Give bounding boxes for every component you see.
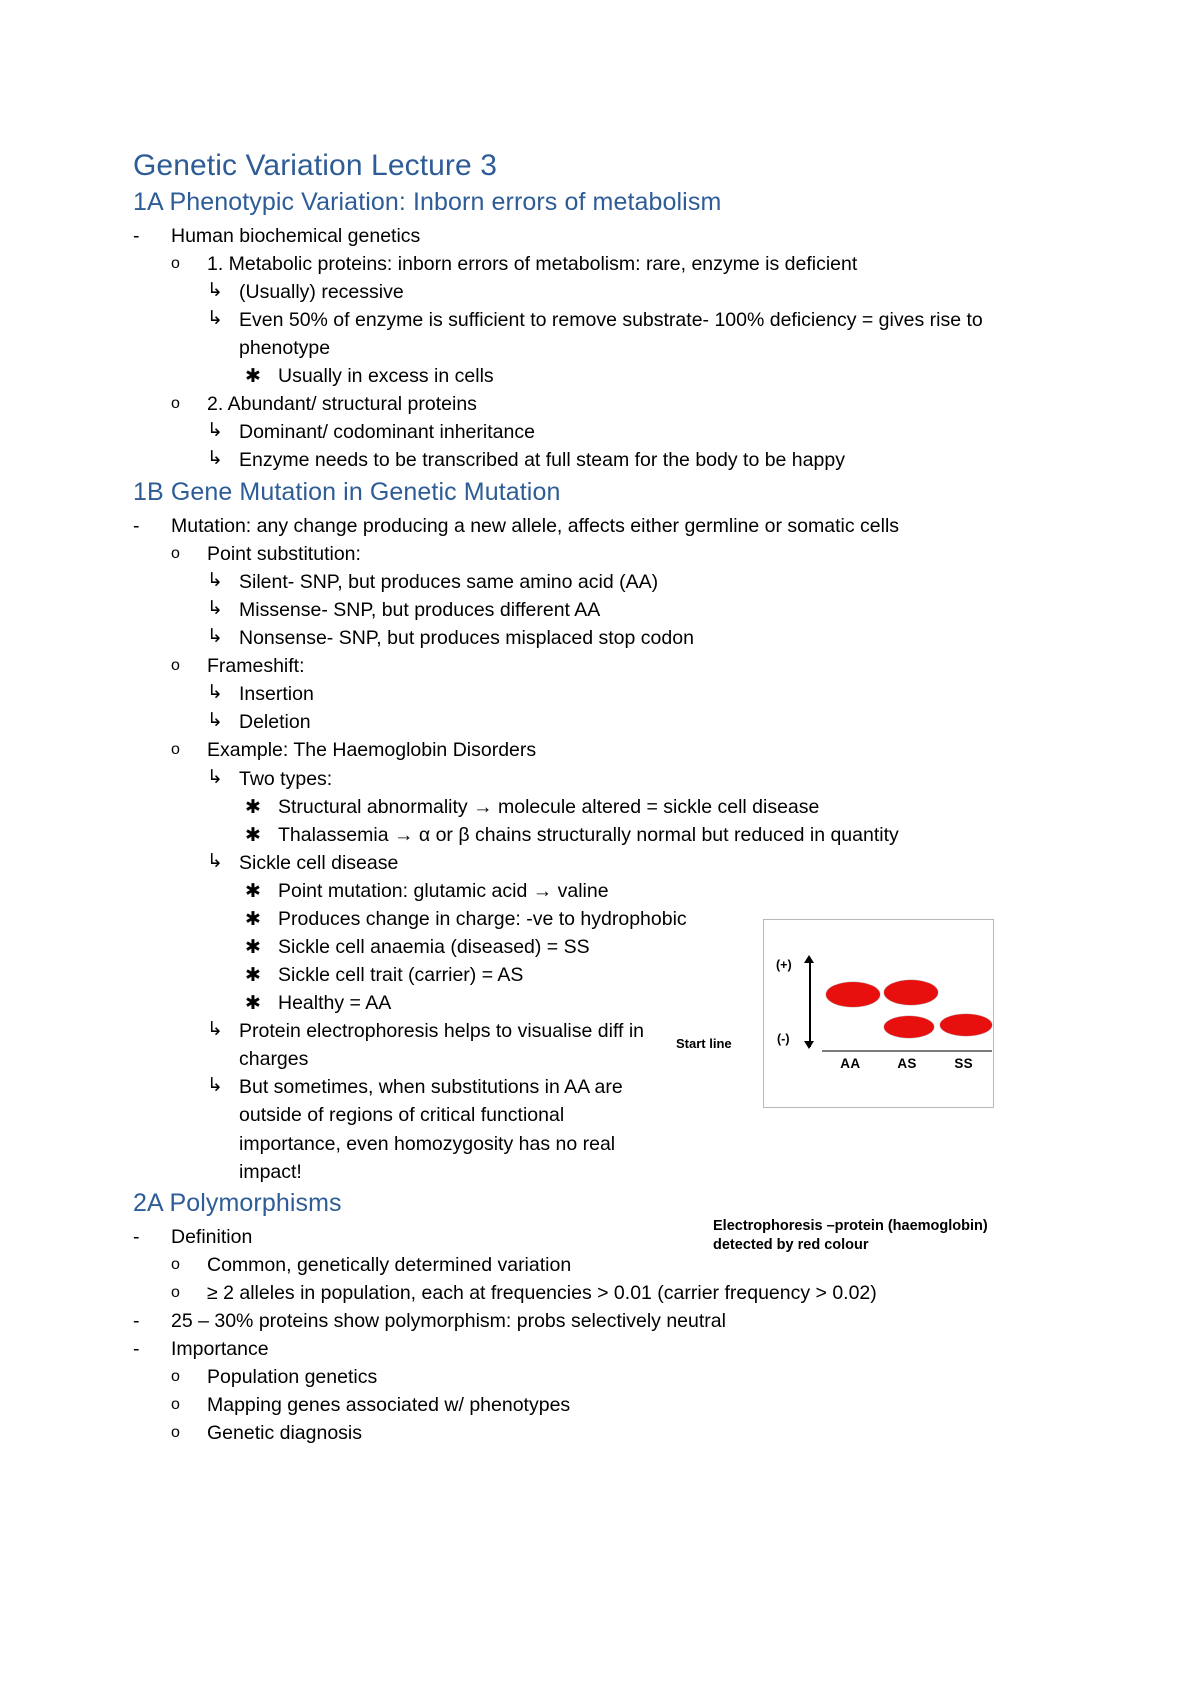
star-bullet-icon: ✱	[245, 880, 261, 902]
dash-bullet-icon: -	[133, 1310, 140, 1333]
list-item-text: Dominant/ codominant inheritance	[239, 421, 535, 444]
list-item-text: 25 – 30% proteins show polymorphism: probs selectively neutral	[171, 1310, 726, 1333]
dash-bullet-icon: -	[133, 514, 140, 537]
list-item-text: 2. Abundant/ structural proteins	[207, 393, 477, 416]
list-item	[207, 680, 1073, 708]
list-item-text: Thalassemia → α or β chains structurally normal but reduced in quantity	[278, 823, 899, 846]
star-bullet-icon: ✱	[245, 936, 261, 958]
section-heading-1b: 1B Gene Mutation in Genetic Mutation	[133, 477, 561, 506]
list-item-text: Enzyme needs to be transcribed at full steam for the body to be happy	[239, 449, 845, 472]
axis-arrow-down-icon	[804, 1041, 814, 1049]
gel-band-aa-upper	[826, 982, 880, 1007]
list-item-text: Usually in excess in cells	[278, 365, 494, 388]
axis-positive-label: (+)	[776, 958, 792, 972]
star-bullet-icon: ✱	[245, 908, 261, 930]
list-item-text: Protein electrophoresis helps to visualise diff in charges	[239, 1020, 645, 1071]
list-item	[207, 765, 1073, 793]
curved-arrow-bullet-icon: ↳	[207, 849, 223, 872]
list-item-text: Human biochemical genetics	[171, 224, 421, 247]
star-bullet-icon: ✱	[245, 993, 261, 1015]
dash-bullet-icon: -	[133, 1338, 140, 1361]
list-item	[207, 446, 1073, 474]
lane-label-as: AS	[897, 1056, 917, 1071]
list-item	[207, 418, 1073, 446]
list-item	[207, 596, 1073, 624]
list-item-text: Insertion	[239, 683, 314, 706]
start-line-label: Start line	[676, 1036, 732, 1051]
figure-caption-line2: detected by red colour	[713, 1237, 869, 1254]
list-item	[245, 877, 1073, 905]
list-item-text: Point substitution:	[207, 542, 361, 565]
list-item-text: Population genetics	[207, 1366, 378, 1389]
star-bullet-icon: ✱	[245, 796, 261, 818]
curved-arrow-bullet-icon: ↳	[207, 681, 223, 704]
list-item	[171, 736, 1073, 764]
list-item-text: Missense- SNP, but produces different AA	[239, 599, 601, 622]
list-item-text: Produces change in charge: -ve to hydrophobic	[278, 907, 687, 930]
list-item	[133, 1307, 1073, 1335]
list-item-text: ≥ 2 alleles in population, each at frequencies > 0.01 (carrier frequency > 0.02)	[207, 1282, 877, 1305]
list-item-text: Silent- SNP, but produces same amino acid (AA)	[239, 570, 659, 593]
page-title: Genetic Variation Lecture 3	[133, 149, 498, 182]
curved-arrow-bullet-icon: ↳	[207, 765, 223, 788]
curved-arrow-bullet-icon: ↳	[207, 625, 223, 648]
section-heading-2a: 2A Polymorphisms	[133, 1188, 342, 1217]
list-item	[245, 821, 1073, 849]
section-heading-1a: 1A Phenotypic Variation: Inborn errors of metabolism	[133, 187, 722, 216]
curved-arrow-bullet-icon: ↳	[207, 709, 223, 732]
gel-diagram	[764, 920, 993, 1107]
list-item-text: Frameshift:	[207, 655, 305, 678]
curved-arrow-bullet-icon: ↳	[207, 597, 223, 620]
gel-band-as-lower	[884, 1016, 934, 1038]
star-bullet-icon: ✱	[245, 965, 261, 987]
gel-start-line	[822, 1050, 992, 1052]
circle-bullet-icon: o	[171, 544, 180, 562]
list-item-text: Deletion	[239, 711, 311, 734]
lane-label-ss: SS	[954, 1056, 973, 1071]
list-item	[207, 278, 1073, 306]
circle-bullet-icon: o	[171, 1368, 180, 1386]
polarity-axis-line	[809, 962, 811, 1047]
list-item-text: Sickle cell disease	[239, 851, 399, 874]
figure-caption-line1: Electrophoresis –protein (haemoglobin)	[713, 1218, 988, 1234]
dash-bullet-icon: -	[133, 1225, 140, 1248]
list-item-text: Structural abnormality → molecule altered = sickle cell disease	[278, 795, 820, 818]
list-item-text: Sickle cell anaemia (diseased) = SS	[278, 935, 590, 958]
list-item	[207, 624, 1073, 652]
gel-lane-labels	[822, 1056, 992, 1071]
list-item	[171, 1391, 1073, 1419]
list-item	[207, 849, 1073, 877]
list-item	[171, 1419, 1073, 1447]
list-item	[171, 1363, 1073, 1391]
star-bullet-icon: ✱	[245, 366, 261, 388]
list-item	[171, 1279, 1073, 1307]
star-bullet-icon: ✱	[245, 824, 261, 846]
list-item-text: Nonsense- SNP, but produces misplaced stop codon	[239, 627, 694, 650]
curved-arrow-bullet-icon: ↳	[207, 1018, 223, 1041]
list-item-text: Importance	[171, 1338, 269, 1361]
curved-arrow-bullet-icon: ↳	[207, 307, 223, 330]
lane-label-aa: AA	[840, 1056, 861, 1071]
circle-bullet-icon: o	[171, 741, 180, 759]
list-item	[171, 540, 1073, 568]
list-item-text: Mapping genes associated w/ phenotypes	[207, 1394, 571, 1417]
axis-negative-label: (-)	[777, 1032, 790, 1046]
list-item-text: Example: The Haemoglobin Disorders	[207, 739, 537, 762]
list-item	[133, 1335, 1073, 1363]
list-item-text: Definition	[171, 1225, 253, 1248]
circle-bullet-icon: o	[171, 254, 180, 272]
list-item-text: Genetic diagnosis	[207, 1422, 363, 1445]
gel-band-as-upper	[884, 980, 938, 1005]
list-item	[207, 306, 1073, 362]
gel-band-ss-lower	[940, 1014, 992, 1036]
curved-arrow-bullet-icon: ↳	[207, 568, 223, 591]
list-item	[207, 708, 1073, 736]
circle-bullet-icon: o	[171, 1424, 180, 1442]
circle-bullet-icon: o	[171, 1396, 180, 1414]
circle-bullet-icon: o	[171, 657, 180, 675]
list-item-text: Healthy = AA	[278, 992, 392, 1015]
list-item	[171, 250, 1073, 278]
electrophoresis-figure	[763, 919, 994, 1108]
list-item	[171, 390, 1073, 418]
curved-arrow-bullet-icon: ↳	[207, 279, 223, 301]
dash-bullet-icon: -	[133, 224, 140, 247]
curved-arrow-bullet-icon: ↳	[207, 447, 223, 470]
circle-bullet-icon: o	[171, 1256, 180, 1273]
list-item	[133, 512, 1073, 540]
list-item-text: 1. Metabolic proteins: inborn errors of metabolism: rare, enzyme is deficient	[207, 252, 858, 275]
list-item	[133, 222, 1073, 250]
circle-bullet-icon: o	[171, 1284, 180, 1302]
list-item-text: Sickle cell trait (carrier) = AS	[278, 964, 524, 987]
list-item	[245, 362, 1073, 390]
list-item-text: But sometimes, when substitutions in AA are outside of regions of critical functional importance, even homozygosity has no real impact!	[239, 1076, 623, 1183]
list-item-text: Two types:	[239, 767, 333, 790]
curved-arrow-bullet-icon: ↳	[207, 419, 223, 442]
list-item-text: Common, genetically determined variation	[207, 1254, 572, 1276]
figure-caption	[713, 1217, 1043, 1256]
list-item	[245, 793, 1073, 821]
list-item-text: Even 50% of enzyme is sufficient to remove substrate- 100% deficiency = gives rise to phenotype	[239, 309, 983, 360]
list-item-text: Point mutation: glutamic acid → valine	[278, 879, 609, 902]
list-item-text: (Usually) recessive	[239, 281, 404, 303]
list-item	[171, 652, 1073, 680]
circle-bullet-icon: o	[171, 395, 180, 413]
list-item-text: Mutation: any change producing a new allele, affects either germline or somatic cells	[171, 514, 900, 537]
curved-arrow-bullet-icon: ↳	[207, 1074, 223, 1097]
list-item	[207, 568, 1073, 596]
